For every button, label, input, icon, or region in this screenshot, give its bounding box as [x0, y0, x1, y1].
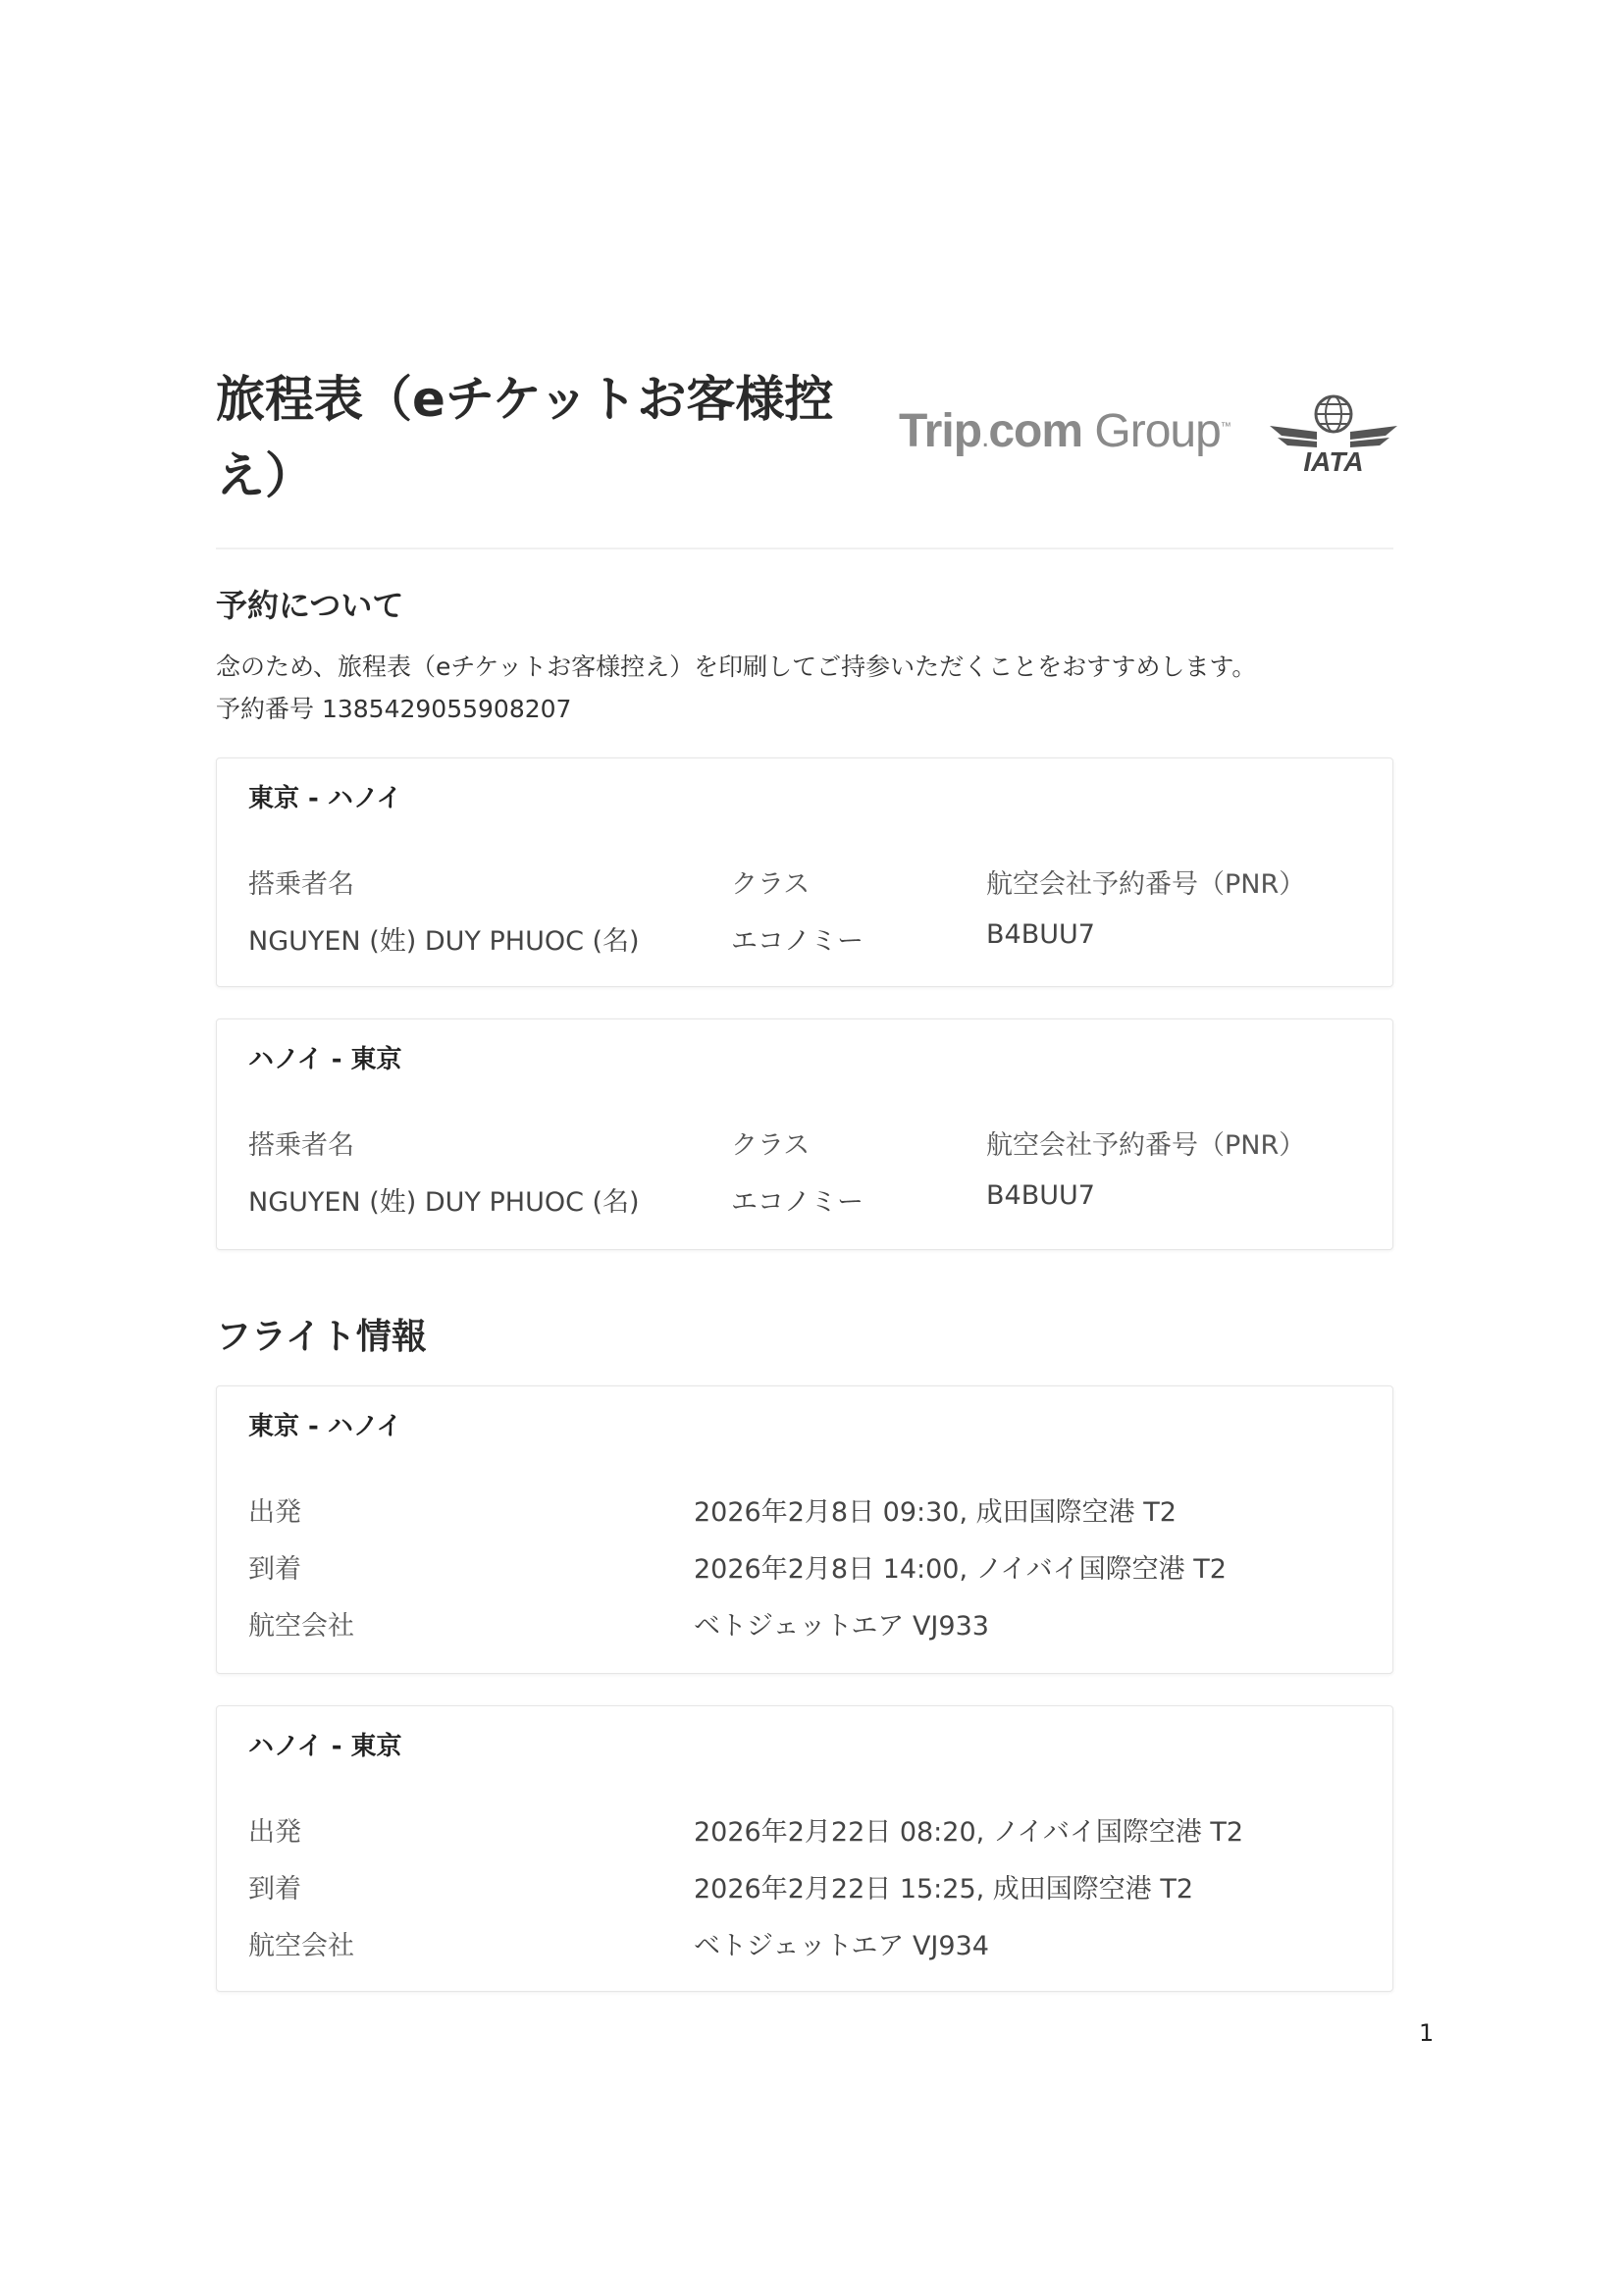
airline-label: 航空会社	[248, 1931, 354, 1961]
logo-area	[899, 392, 1389, 481]
flight-card-outbound	[216, 1385, 1393, 1674]
title-line-2: え）	[216, 447, 314, 504]
booking-card-route: ハノイ - 東京	[248, 1045, 402, 1074]
pnr-value: B4BUU7	[986, 919, 1095, 950]
arrival-label: 到着	[248, 1554, 301, 1585]
passenger-name-header: 搭乗者名	[248, 869, 354, 900]
airline-label: 航空会社	[248, 1611, 354, 1642]
passenger-name-value: NGUYEN (姓) DUY PHUOC (名)	[248, 926, 640, 957]
departure-value: 2026年2月8日 09:30, 成田国際空港 T2	[694, 1497, 1177, 1528]
flight-card-return	[216, 1705, 1393, 1992]
logo-tm: ™	[1220, 421, 1230, 433]
tripcom-group-logo	[899, 404, 1230, 458]
arrival-value: 2026年2月8日 14:00, ノイバイ国際空港 T2	[694, 1554, 1227, 1585]
pnr-header: 航空会社予約番号（PNR）	[986, 1130, 1306, 1161]
booking-card-return	[216, 1018, 1393, 1250]
flight-card-route: 東京 - ハノイ	[248, 1412, 402, 1441]
iata-logo-icon	[1270, 392, 1397, 475]
passenger-name-header: 搭乗者名	[248, 1130, 354, 1161]
page-number: 1	[1419, 2019, 1435, 2047]
class-value: エコノミー	[731, 1187, 864, 1218]
booking-number-line	[216, 690, 571, 725]
booking-card-route: 東京 - ハノイ	[248, 784, 402, 813]
flight-card-route: ハノイ - 東京	[248, 1732, 402, 1761]
booking-note: 念のため、旅程表（eチケットお客様控え）を印刷してご持参いただくことをおすすめします。	[216, 652, 1257, 681]
departure-value: 2026年2月22日 08:20, ノイバイ国際空港 T2	[694, 1817, 1244, 1848]
pnr-header: 航空会社予約番号（PNR）	[986, 869, 1306, 900]
class-header: クラス	[731, 869, 811, 900]
title-line-1: 旅程表（eチケットお客様控	[216, 371, 834, 428]
class-header: クラス	[731, 1130, 811, 1161]
arrival-label: 到着	[248, 1874, 301, 1905]
iata-logo-text: IATA	[1303, 446, 1364, 475]
logo-dot: .	[981, 421, 989, 453]
header-divider	[216, 548, 1393, 549]
passenger-name-value: NGUYEN (姓) DUY PHUOC (名)	[248, 1187, 640, 1218]
airline-value: ベトジェットエア VJ933	[694, 1611, 989, 1642]
booking-number-value: 1385429055908207	[321, 695, 572, 723]
booking-number-label: 予約番号	[216, 695, 315, 723]
booking-heading: 予約について	[216, 587, 404, 624]
pnr-value: B4BUU7	[986, 1180, 1095, 1211]
logo-group-text: Group	[1082, 405, 1221, 457]
departure-label: 出発	[248, 1817, 301, 1848]
page-title	[216, 361, 903, 514]
class-value: エコノミー	[731, 926, 864, 957]
logo-trip-text: Trip	[899, 405, 982, 457]
arrival-value: 2026年2月22日 15:25, 成田国際空港 T2	[694, 1874, 1194, 1905]
airline-value: ベトジェットエア VJ934	[694, 1931, 989, 1961]
departure-label: 出発	[248, 1497, 301, 1528]
flight-info-heading: フライト情報	[216, 1317, 427, 1357]
logo-com-text: com	[988, 405, 1083, 457]
booking-card-outbound	[216, 757, 1393, 987]
